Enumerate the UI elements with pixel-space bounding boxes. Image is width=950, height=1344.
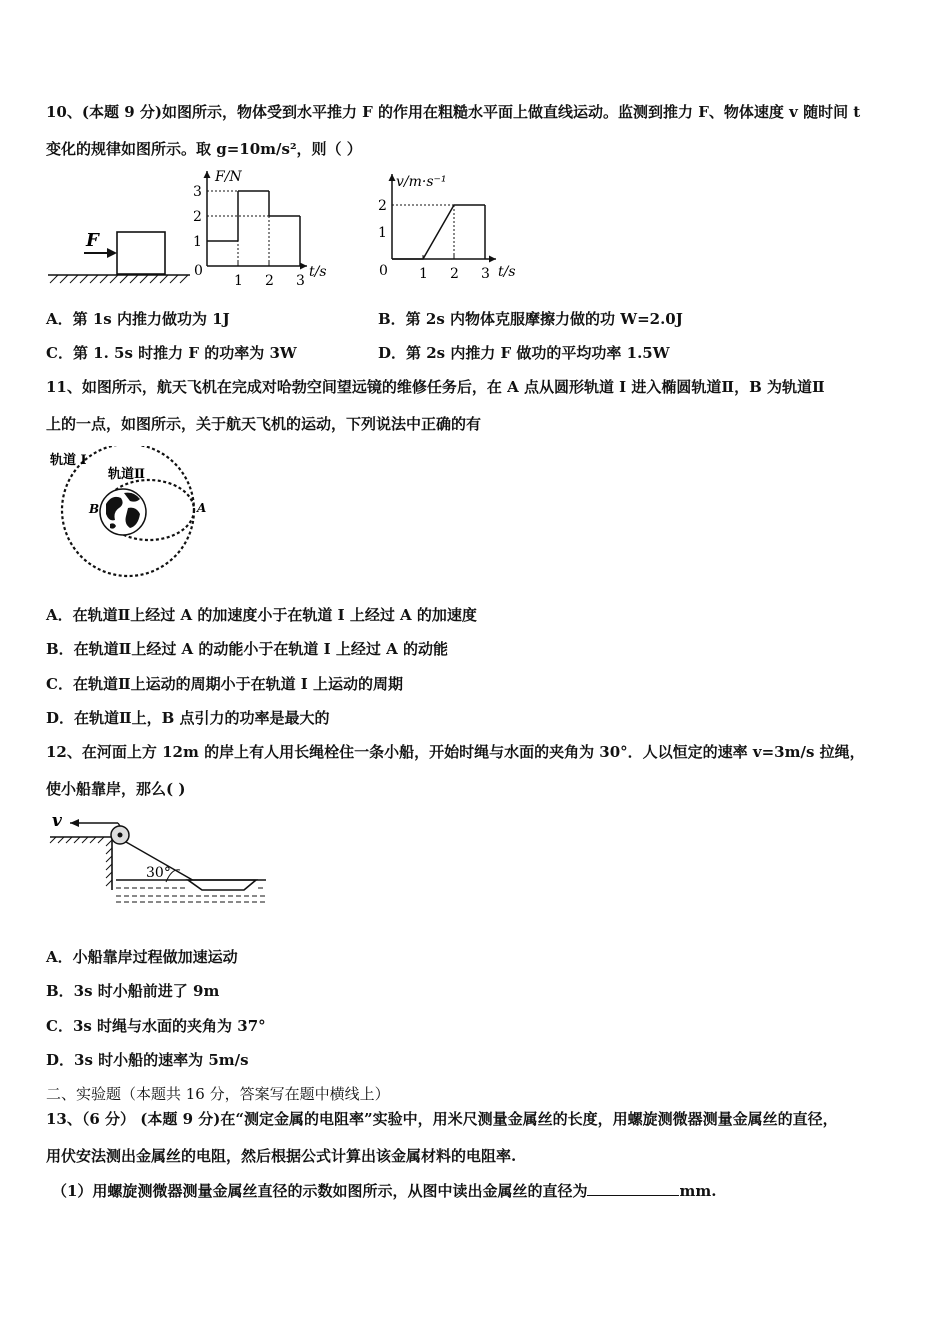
q12-option-b: B．3s 时小船前进了 9m bbox=[46, 982, 220, 1000]
f-y-tick-label: 2 bbox=[193, 209, 202, 225]
v-t-chart bbox=[372, 168, 532, 287]
v-x-tick-label: 3 bbox=[481, 266, 490, 282]
q11-option-d: D．在轨道Ⅱ上，B 点引力的功率是最大的 bbox=[46, 709, 330, 727]
v-y-tick-label: 1 bbox=[378, 225, 387, 241]
floor-hatch bbox=[50, 275, 188, 283]
v-x-axis-label: t/s bbox=[498, 264, 516, 280]
answer-blank[interactable] bbox=[587, 1181, 679, 1196]
boat-figure bbox=[46, 810, 268, 905]
f-x-tick-label: 1 bbox=[234, 273, 243, 287]
point-b-label: B bbox=[89, 502, 100, 516]
boat bbox=[188, 880, 256, 890]
f-y-axis-label: F/N bbox=[215, 169, 242, 185]
q12-option-a: A．小船靠岸过程做加速运动 bbox=[46, 948, 238, 966]
v-y-axis-label: v/m·s⁻¹ bbox=[396, 174, 447, 190]
f-y-tick-label: 1 bbox=[193, 234, 202, 250]
f-origin-label: 0 bbox=[194, 263, 203, 279]
f-x-axis-label: t/s bbox=[309, 264, 327, 280]
v-x-tick-label: 1 bbox=[419, 266, 428, 282]
q11-option-b: B．在轨道Ⅱ上经过 A 的动能小于在轨道 I 上经过 A 的动能 bbox=[46, 640, 448, 658]
v-series-line bbox=[392, 205, 485, 259]
v-x-tick-label: 2 bbox=[450, 266, 459, 282]
wall-hatch bbox=[106, 840, 112, 886]
bank-hatch bbox=[50, 837, 104, 843]
orbit-1-label: 轨道 I bbox=[50, 453, 87, 468]
q12-option-d: D．3s 时小船的速率为 5m/s bbox=[46, 1051, 249, 1069]
orbit-figure bbox=[46, 446, 216, 584]
q13-part-1 bbox=[52, 1181, 716, 1201]
q12-option-c: C．3s 时绳与水面的夹角为 37° bbox=[46, 1017, 266, 1035]
q11-option-a: A．在轨道Ⅱ上经过 A 的加速度小于在轨道 I 上经过 A 的加速度 bbox=[46, 606, 477, 624]
f-y-tick-label: 3 bbox=[193, 184, 202, 200]
f-x-tick-label: 2 bbox=[265, 273, 274, 287]
v-y-tick-label: 2 bbox=[378, 198, 387, 214]
block bbox=[117, 232, 165, 274]
q11-stem-line1: 11、如图所示，航天飞机在完成对哈勃空间望远镜的维修任务后，在 A 点从圆形轨道 I 进入椭圆轨道Ⅱ，B 为轨道Ⅱ bbox=[46, 378, 825, 396]
q10-stem-line1: 10、(本题 9 分)如图所示，物体受到水平推力 F 的作用在粗糙水平面上做直线运动。监测到推力 F、物体速度 v 随时间 t bbox=[46, 103, 861, 121]
force-label: F bbox=[86, 230, 99, 251]
q10-option-d: D．第 2s 内推力 F 做功的平均功率 1.5W bbox=[378, 344, 670, 362]
section-2-heading: 二、实验题（本题共 16 分，答案写在题中横线上） bbox=[46, 1085, 390, 1103]
answer-unit: mm. bbox=[679, 1182, 717, 1200]
v-y-arrowhead bbox=[389, 174, 396, 181]
orbit-2-label: 轨道Ⅱ bbox=[108, 467, 145, 482]
q10-option-a: A．第 1s 内推力做功为 1J bbox=[46, 310, 230, 328]
point-a-label: A bbox=[197, 501, 207, 515]
q11-option-c: C．在轨道Ⅱ上运动的周期小于在轨道 I 上运动的周期 bbox=[46, 675, 404, 693]
q12-stem-line1: 12、在河面上方 12m 的岸上有人用长绳栓住一条小船，开始时绳与水面的夹角为 30°．人以恒定的速率 v=3m/s 拉绳， bbox=[46, 743, 865, 761]
f-t-chart bbox=[185, 165, 345, 287]
q10-block-figure bbox=[44, 222, 194, 284]
q13-stem-line2: 用伏安法测出金属丝的电阻，然后根据公式计算出该金属材料的电阻率. bbox=[46, 1147, 517, 1165]
q10-option-c: C．第 1. 5s 时推力 F 的功率为 3W bbox=[46, 344, 297, 362]
q10-stem-line2: 变化的规律如图所示。取 g=10m/s²，则（ ） bbox=[46, 140, 362, 158]
f-y-arrowhead bbox=[204, 171, 211, 178]
force-arrowhead bbox=[107, 248, 117, 258]
velocity-arrowhead bbox=[70, 819, 79, 827]
pulley-axle bbox=[118, 833, 123, 838]
q12-stem-line2: 使小船靠岸，那么( ) bbox=[46, 780, 186, 798]
v-x-arrowhead bbox=[489, 256, 496, 263]
q13-part-1-text: （1）用螺旋测微器测量金属丝直径的示数如图所示，从图中读出金属丝的直径为 bbox=[52, 1182, 588, 1200]
f-x-arrowhead bbox=[300, 263, 307, 270]
f-x-tick-label: 3 bbox=[296, 273, 305, 287]
v-origin-label: 0 bbox=[379, 263, 388, 279]
q10-option-b: B．第 2s 内物体克服摩擦力做的功 W=2.0J bbox=[378, 310, 683, 328]
v-label: v bbox=[52, 811, 62, 831]
angle-label: 30° bbox=[146, 865, 171, 881]
q13-stem-line1: 13、（6 分） (本题 9 分)在“测定金属的电阻率”实验中，用米尺测量金属丝的长度，用螺旋测微器测量金属丝的直径， bbox=[46, 1110, 838, 1128]
q11-stem-line2: 上的一点，如图所示，关于航天飞机的运动，下列说法中正确的有 bbox=[46, 415, 482, 433]
